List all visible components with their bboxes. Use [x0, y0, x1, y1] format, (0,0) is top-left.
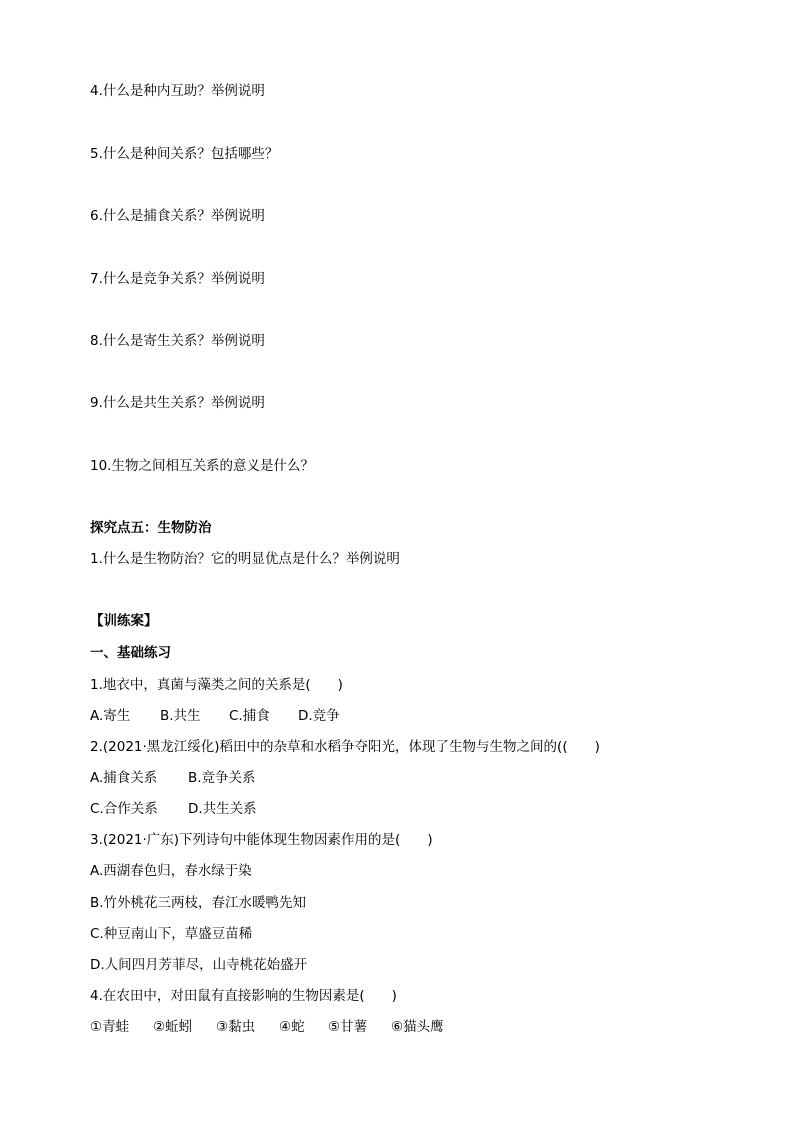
training-q1-options	[90, 707, 490, 725]
question-5: 5.什么是种间关系？包括哪些？	[90, 146, 279, 162]
option-6: ⑥猫头鹰	[391, 1019, 444, 1035]
training-q3-option-b: B.竹外桃花三两枝，春江水暖鸭先知	[90, 895, 307, 911]
option-c: C.合作关系	[90, 801, 158, 817]
question-10: 10.生物之间相互关系的意义是什么？	[90, 458, 314, 474]
training-q4-stem: 4.在农田中，对田鼠有直接影响的生物因素是( )	[90, 988, 397, 1004]
question-6: 6.什么是捕食关系？举例说明	[90, 208, 265, 224]
option-c: C.捕食	[229, 708, 270, 724]
training-q3-stem: 3.(2021·广东)下列诗句中能体现生物因素作用的是( )	[90, 832, 433, 848]
training-q3-option-d: D.人间四月芳菲尽，山寺桃花始盛开	[90, 957, 308, 973]
option-d: D.竞争	[298, 708, 340, 724]
option-d: D.共生关系	[188, 801, 257, 817]
training-subtitle: 一、基础练习	[90, 645, 171, 661]
training-q3-option-c: C.种豆南山下，草盛豆苗稀	[90, 926, 253, 942]
section-5-question-1: 1.什么是生物防治？它的明显优点是什么？举例说明	[90, 551, 400, 567]
section-5-title: 探究点五：生物防治	[90, 520, 212, 536]
training-q2-options-row-1	[90, 769, 490, 787]
option-b: B.竞争关系	[188, 770, 256, 786]
option-b: B.共生	[160, 708, 201, 724]
question-7: 7.什么是竞争关系？举例说明	[90, 271, 265, 287]
training-title: 【训练案】	[90, 613, 158, 629]
training-q4-options	[90, 1018, 510, 1036]
training-q1-stem: 1.地衣中，真菌与藻类之间的关系是( )	[90, 677, 343, 693]
question-4: 4.什么是种内互助？举例说明	[90, 83, 265, 99]
option-a: A.捕食关系	[90, 770, 158, 786]
option-3: ③黏虫	[216, 1019, 256, 1035]
training-q3-option-a: A.西湖春色归，春水绿于染	[90, 863, 252, 879]
option-1: ①青蛙	[90, 1019, 130, 1035]
question-9: 9.什么是共生关系？举例说明	[90, 395, 265, 411]
training-q2-stem: 2.(2021·黑龙江绥化)稻田中的杂草和水稻争夺阳光，体现了生物与生物之间的(( )	[90, 739, 600, 755]
option-a: A.寄生	[90, 708, 131, 724]
option-5: ⑤甘薯	[328, 1019, 368, 1035]
training-q2-options-row-2	[90, 800, 490, 818]
question-8: 8.什么是寄生关系？举例说明	[90, 333, 265, 349]
option-4: ④蛇	[279, 1019, 305, 1035]
option-2: ②蚯蚓	[153, 1019, 193, 1035]
